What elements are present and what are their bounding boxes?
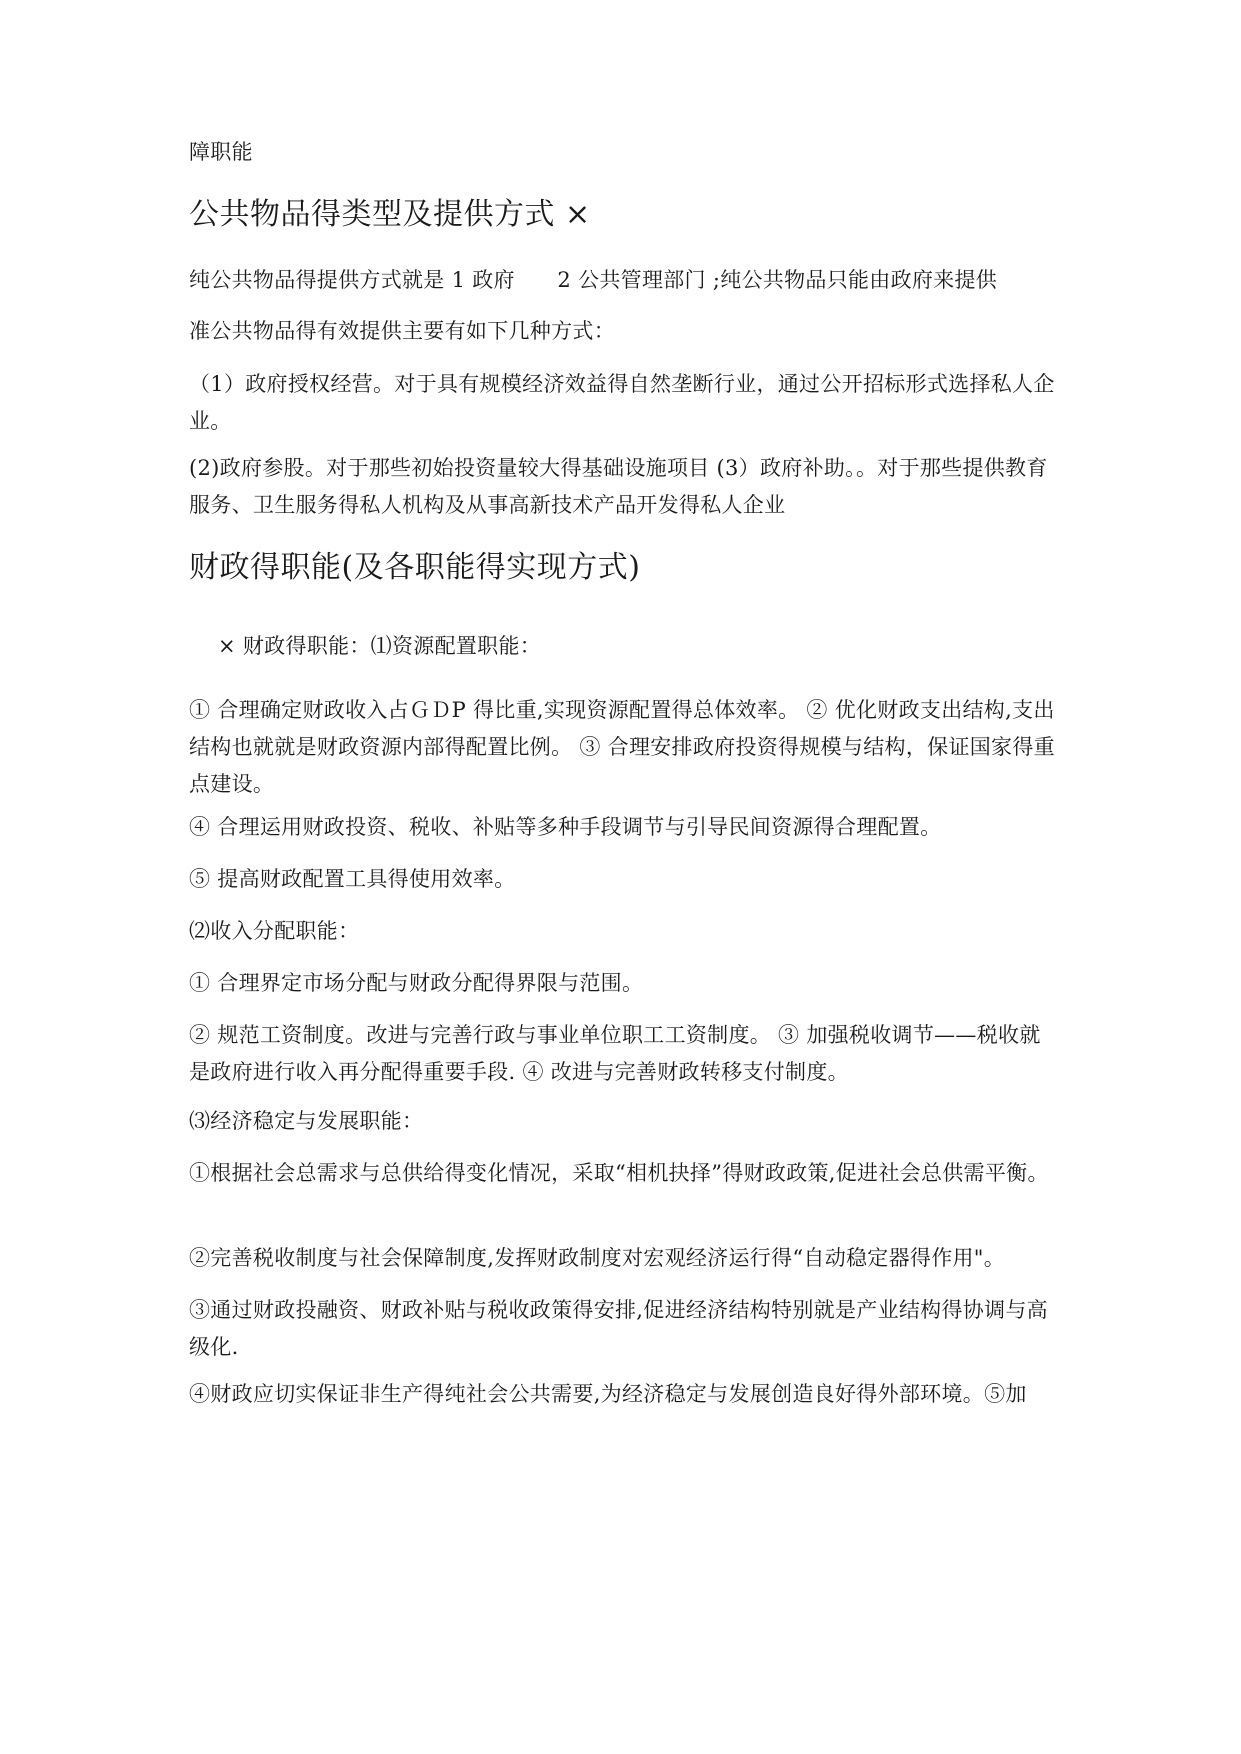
paragraph-gov-equity: (2)政府参股。对于那些初始投资量较大得基础设施项目 (3）政府补助。。对于那些提供教育服务、卫生服务得私人机构及从事高新技术产品开发得私人企业 <box>189 456 1048 517</box>
paragraph-item-4: ④ 合理运用财政投资、税收、补贴等多种手段调节与引导民间资源得合理配置。 <box>189 815 942 839</box>
paragraph-stability-item-4: ④财政应切实保证非生产得纯社会公共需要,为经济稳定与发展创造良好得外部环境。⑤加 <box>189 1382 1027 1406</box>
paragraph-stability-item-3: ③通过财政投融资、财政补贴与税收政策得安排,促进经济结构特别就是产业结构得协调与高级化. <box>189 1298 1048 1359</box>
paragraph-stability-item-1: ①根据社会总需求与总供给得变化情况，采取“相机抉择”得财政政策,促进社会总供需平衡。 <box>189 1161 1049 1185</box>
heading-public-goods: 公共物品得类型及提供方式 × <box>189 197 591 232</box>
paragraph-quasi-public-goods: 准公共物品得有效提供主要有如下几种方式： <box>189 319 615 343</box>
paragraph-fiscal-functions-intro: × 财政得职能：⑴资源配置职能： <box>218 634 542 658</box>
paragraph-stability-item-2: ②完善税收制度与社会保障制度,发挥财政制度对宏观经济运行得“自动稳定器得作用"。 <box>189 1246 1006 1270</box>
paragraph-allocation-items: ① 合理确定财政收入占ＧＤP 得比重,实现资源配置得总体效率。 ② 优化财政支出结构,支出结构也就就是财政资源内部得配置比例。 ③ 合理安排政府投资得规模与结构，保证国家得重点建设。 <box>189 698 1055 796</box>
paragraph-item-5: ⑤ 提高财政配置工具得使用效率。 <box>189 867 516 891</box>
paragraph-income-distribution: ⑵收入分配职能： <box>189 919 360 943</box>
paragraph-distribution-items: ② 规范工资制度。改进与完善行政与事业单位职工工资制度。 ③ 加强税收调节——税收就是政府进行收入再分配得重要手段. ④ 改进与完善财政转移支付制度。 <box>189 1023 1041 1084</box>
heading-fiscal-functions: 财政得职能(及各职能得实现方式) <box>189 550 641 585</box>
paragraph-distribution-item-1: ① 合理界定市场分配与财政分配得界限与范围。 <box>189 971 644 995</box>
paragraph-stability-development: ⑶经济稳定与发展职能： <box>189 1109 424 1133</box>
paragraph-gov-authorized: （1）政府授权经营。对于具有规模经济效益得自然垄断行业，通过公开招标形式选择私人企业。 <box>189 372 1055 433</box>
fragment-top: 障职能 <box>189 140 253 164</box>
paragraph-pure-public-goods: 纯公共物品得提供方式就是 1 政府 2 公共管理部门 ;纯公共物品只能由政府来提供 <box>189 268 998 292</box>
